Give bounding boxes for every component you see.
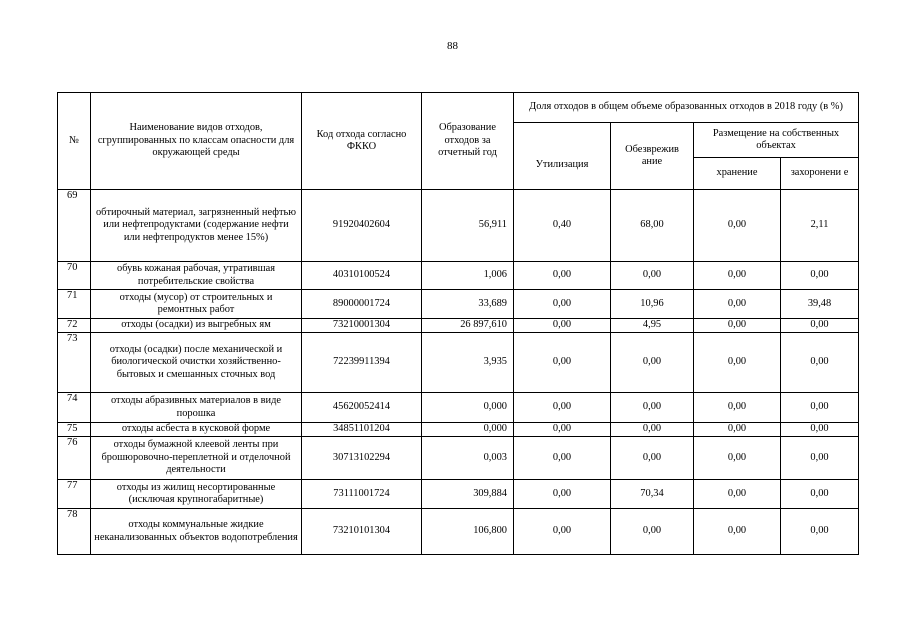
row-code: 40310100524	[302, 262, 422, 290]
row-formation: 33,689	[422, 290, 514, 319]
row-formation: 56,911	[422, 190, 514, 262]
row-name: отходы абразивных материалов в виде порошка	[91, 393, 302, 423]
row-utilization: 0,00	[514, 319, 611, 333]
table-row	[58, 319, 859, 333]
row-num: 77	[58, 480, 91, 509]
row-burial: 0,00	[781, 423, 859, 437]
row-burial: 2,11	[781, 190, 859, 262]
row-code: 89000001724	[302, 290, 422, 319]
row-name: обувь кожаная рабочая, утратившая потребительские свойства	[91, 262, 302, 290]
row-storage: 0,00	[694, 190, 781, 262]
header-share: Доля отходов в общем объеме образованных отходов в 2018 году (в %)	[514, 93, 859, 123]
row-name: обтирочный материал, загрязненный нефтью или нефтепродуктами (содержание нефти или нефтепродуктов менее 15%)	[91, 190, 302, 262]
row-code: 73210001304	[302, 319, 422, 333]
row-code: 72239911394	[302, 333, 422, 393]
row-neutralization: 10,96	[611, 290, 694, 319]
row-num: 78	[58, 509, 91, 555]
row-formation: 0,000	[422, 393, 514, 423]
table-row	[58, 190, 859, 262]
header-formation: Образование отходов за отчетный год	[422, 93, 514, 190]
row-name: отходы бумажной клеевой ленты при брошюровочно-переплетной и отделочной деятельности	[91, 437, 302, 480]
table-row	[58, 262, 859, 290]
row-num: 69	[58, 190, 91, 262]
row-storage: 0,00	[694, 393, 781, 423]
row-num: 74	[58, 393, 91, 423]
row-neutralization: 0,00	[611, 423, 694, 437]
waste-table	[57, 92, 859, 555]
row-name: отходы из жилищ несортированные (исключая крупногабаритные)	[91, 480, 302, 509]
table-row	[58, 480, 859, 509]
row-code: 91920402604	[302, 190, 422, 262]
row-formation: 309,884	[422, 480, 514, 509]
header-code: Код отхода согласно ФККО	[302, 93, 422, 190]
header-num: №	[58, 93, 91, 190]
row-storage: 0,00	[694, 333, 781, 393]
row-utilization: 0,40	[514, 190, 611, 262]
row-name: отходы (осадки) из выгребных ям	[91, 319, 302, 333]
header-placement: Размещение на собственных объектах	[694, 123, 859, 158]
row-utilization: 0,00	[514, 509, 611, 555]
row-storage: 0,00	[694, 423, 781, 437]
row-neutralization: 70,34	[611, 480, 694, 509]
header-neutralization: Обезврежив ание	[611, 123, 694, 190]
row-burial: 0,00	[781, 319, 859, 333]
row-utilization: 0,00	[514, 262, 611, 290]
table-row	[58, 509, 859, 555]
header-storage: хранение	[694, 158, 781, 190]
row-formation: 1,006	[422, 262, 514, 290]
table-row	[58, 333, 859, 393]
row-formation: 106,800	[422, 509, 514, 555]
row-burial: 0,00	[781, 393, 859, 423]
row-formation: 0,000	[422, 423, 514, 437]
row-storage: 0,00	[694, 437, 781, 480]
row-burial: 0,00	[781, 437, 859, 480]
row-utilization: 0,00	[514, 333, 611, 393]
table-row	[58, 393, 859, 423]
row-name: отходы (осадки) после механической и биологической очистки хозяйственно-бытовых и смешанных сточных вод	[91, 333, 302, 393]
row-burial: 0,00	[781, 509, 859, 555]
row-num: 76	[58, 437, 91, 480]
row-storage: 0,00	[694, 319, 781, 333]
row-neutralization: 4,95	[611, 319, 694, 333]
row-num: 73	[58, 333, 91, 393]
table-row	[58, 290, 859, 319]
row-neutralization: 0,00	[611, 333, 694, 393]
row-neutralization: 0,00	[611, 262, 694, 290]
row-num: 71	[58, 290, 91, 319]
row-num: 70	[58, 262, 91, 290]
row-name: отходы коммунальные жидкие неканализованных объектов водопотребления	[91, 509, 302, 555]
header-utilization: Утилизация	[514, 123, 611, 190]
row-neutralization: 0,00	[611, 437, 694, 480]
row-name: отходы (мусор) от строительных и ремонтных работ	[91, 290, 302, 319]
row-neutralization: 0,00	[611, 393, 694, 423]
row-utilization: 0,00	[514, 423, 611, 437]
row-utilization: 0,00	[514, 393, 611, 423]
row-formation: 26 897,610	[422, 319, 514, 333]
row-code: 30713102294	[302, 437, 422, 480]
row-code: 45620052414	[302, 393, 422, 423]
row-burial: 39,48	[781, 290, 859, 319]
row-storage: 0,00	[694, 290, 781, 319]
row-formation: 3,935	[422, 333, 514, 393]
row-storage: 0,00	[694, 509, 781, 555]
row-name: отходы асбеста в кусковой форме	[91, 423, 302, 437]
row-utilization: 0,00	[514, 480, 611, 509]
header-name: Наименование видов отходов, сгруппированных по классам опасности для окружающей среды	[91, 93, 302, 190]
page-number: 88	[447, 40, 458, 52]
row-neutralization: 68,00	[611, 190, 694, 262]
row-utilization: 0,00	[514, 437, 611, 480]
header-burial: захоронени е	[781, 158, 859, 190]
table-row	[58, 423, 859, 437]
row-code: 73210101304	[302, 509, 422, 555]
row-utilization: 0,00	[514, 290, 611, 319]
row-num: 75	[58, 423, 91, 437]
table-row	[58, 437, 859, 480]
row-code: 73111001724	[302, 480, 422, 509]
row-storage: 0,00	[694, 480, 781, 509]
row-neutralization: 0,00	[611, 509, 694, 555]
row-code: 34851101204	[302, 423, 422, 437]
row-burial: 0,00	[781, 262, 859, 290]
row-num: 72	[58, 319, 91, 333]
row-storage: 0,00	[694, 262, 781, 290]
row-burial: 0,00	[781, 333, 859, 393]
row-formation: 0,003	[422, 437, 514, 480]
row-burial: 0,00	[781, 480, 859, 509]
